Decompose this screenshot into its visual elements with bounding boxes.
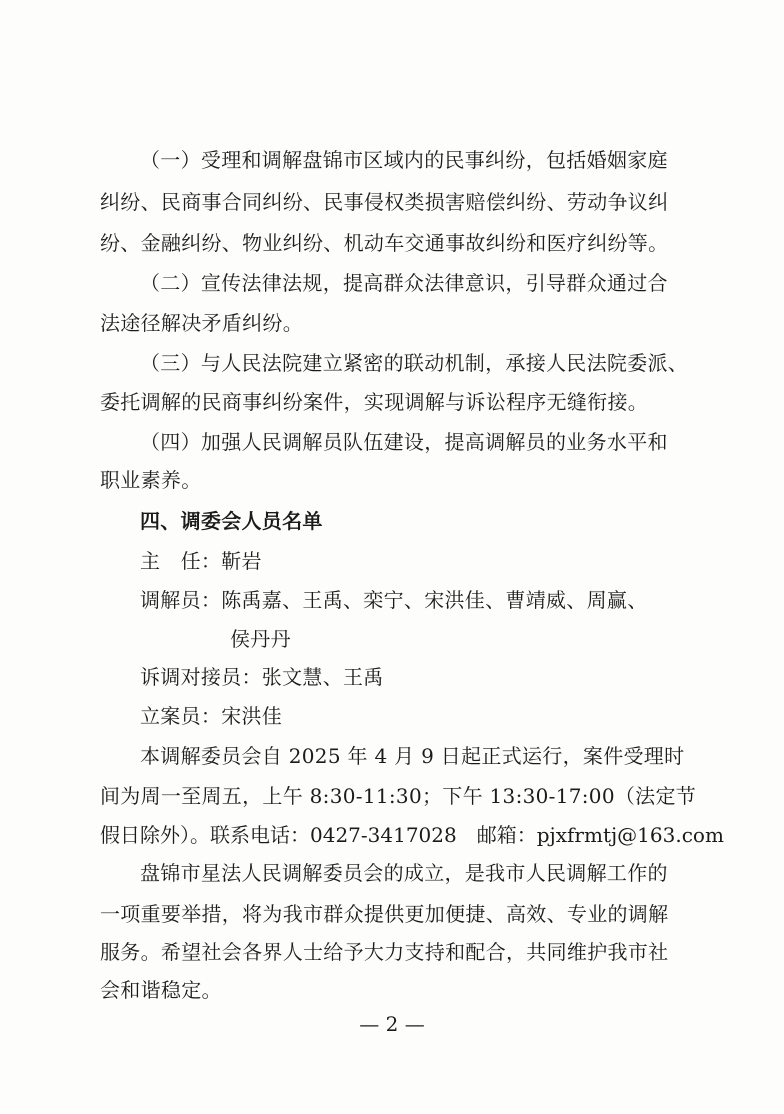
paragraph-line: 一项重要举措，将为我市群众提供更加便捷、高效、专业的调解 xyxy=(100,902,669,926)
section-heading: 四、调委会人员名单 xyxy=(140,509,323,533)
paragraph-line: 职业素养。 xyxy=(100,468,202,492)
paragraph-line: 盘锦市星法人民调解委员会的成立，是我市人民调解工作的 xyxy=(140,861,668,885)
paragraph-line: 本调解委员会自 2025 年 4 月 9 日起正式运行，案件受理时 xyxy=(140,744,685,768)
paragraph-line: 间为周一至周五，上午 8:30-11:30；下午 13:30-17:00（法定节 xyxy=(100,784,697,808)
paragraph-line: 会和谐稳定。 xyxy=(100,978,222,1002)
paragraph-line: 服务。希望社会各界人士给予大力支持和配合，共同维护我市社 xyxy=(100,940,669,964)
paragraph-line: （三）与人民法院建立紧密的联动机制，承接人民法院委派、 xyxy=(140,351,689,375)
contact-line: 假日除外）。联系电话：0427-3417028 邮箱：pjxfrmtj@163.com xyxy=(100,823,724,847)
paragraph-line: （二）宣传法律法规，提高群众法律意识，引导群众通过合 xyxy=(140,271,668,295)
roster-filing-clerk: 立案员：宋洪佳 xyxy=(140,704,283,728)
paragraph-line: 纷、金融纠纷、物业纠纷、机动车交通事故纠纷和医疗纠纷等。 xyxy=(100,231,669,255)
roster-mediators: 调解员：陈禹嘉、王禹、栾宁、宋洪佳、曹靖威、周赢、 xyxy=(140,588,648,612)
paragraph-line: 纠纷、民商事合同纠纷、民事侵权类损害赔偿纠纷、劳动争议纠 xyxy=(100,190,669,214)
paragraph-line: （一）受理和调解盘锦市区域内的民事纠纷，包括婚姻家庭 xyxy=(140,148,668,172)
paragraph-line: 法途径解决矛盾纠纷。 xyxy=(100,311,303,335)
page-number: — 2 — xyxy=(359,1012,425,1036)
paragraph-line: 委托调解的民商事纠纷案件，实现调解与诉讼程序无缝衔接。 xyxy=(100,390,649,414)
roster-liaison: 诉调对接员：张文慧、王禹 xyxy=(140,665,384,689)
roster-mediators-cont: 侯丹丹 xyxy=(230,627,291,651)
paragraph-line: （四）加强人民调解员队伍建设，提高调解员的业务水平和 xyxy=(140,430,668,454)
roster-director: 主 任：靳岩 xyxy=(140,549,262,573)
